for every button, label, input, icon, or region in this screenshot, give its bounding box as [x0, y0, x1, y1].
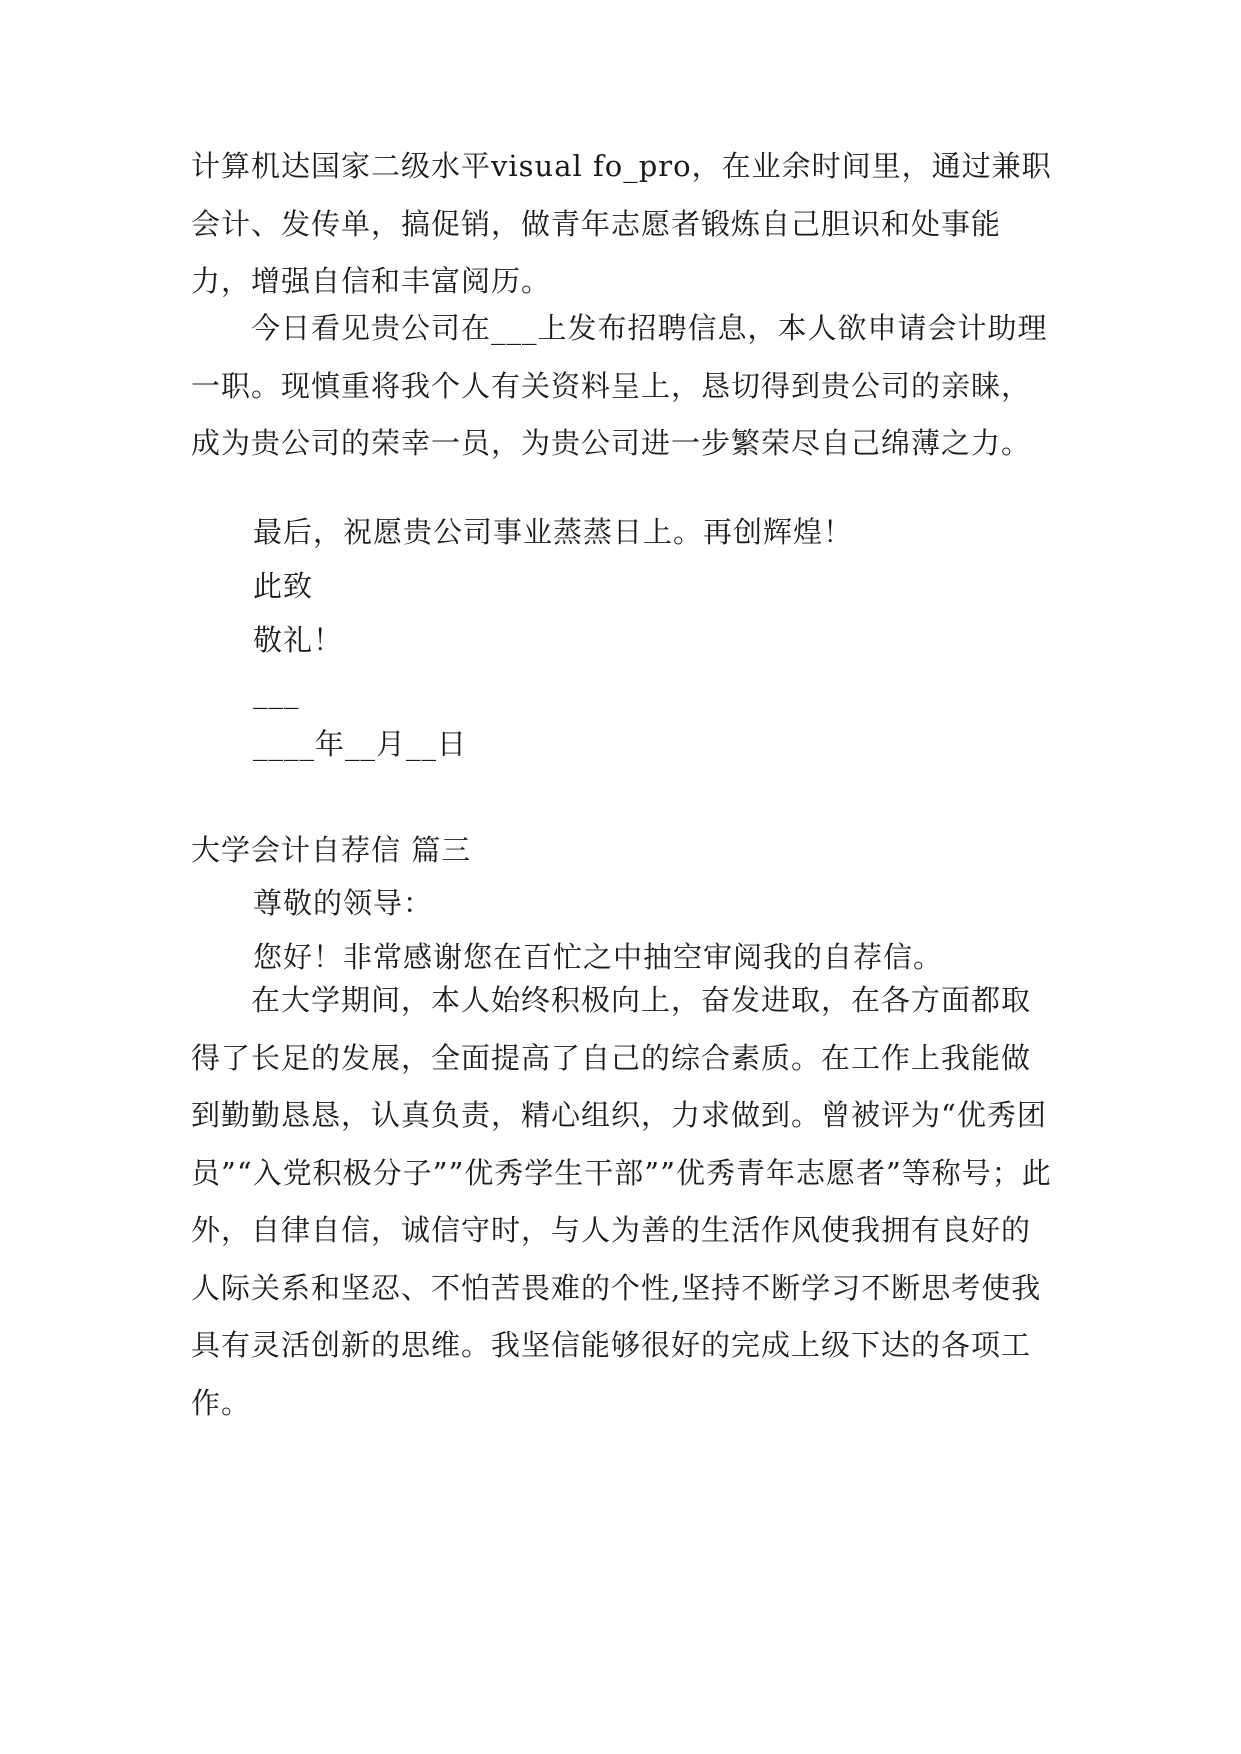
paragraph-application: 今日看见贵公司在___上发布招聘信息，本人欲申请会计助理一职。现慎重将我个人有关资料呈上，恳切得到贵公司的亲睐，成为贵公司的荣幸一员，为贵公司进一步繁荣尽自己绵薄之力。	[191, 311, 1048, 460]
greeting: 您好！非常感谢您在百忙之中抽空审阅我的自荐信。	[253, 940, 944, 974]
section-title: 大学会计自荐信 篇三	[191, 833, 472, 867]
closing-jingli: 敬礼！	[253, 623, 344, 657]
closing-cizhi: 此致	[253, 569, 314, 603]
paragraph-computer-skills: 计算机达国家二级水平visual fo_pro，在业余时间里，通过兼职会计、发传单，搞促销，做青年志愿者锻炼自己胆识和处事能力，增强自信和丰富阅历。	[191, 149, 1052, 298]
paragraph-university-performance: 在大学期间，本人始终积极向上，奋发进取，在各方面都取得了长足的发展，全面提高了自己的综合素质。在工作上我能做到勤勤恳恳，认真负责，精心组织，力求做到。曾被评为“优秀团员”“入党积极分子””优秀学生干部””优秀青年志愿者”等称号；此外，自律自信，诚信守时，与人为善的生活作风使我拥有良好的人际关系和坚忍、不怕苦畏难的个性,坚持不断学习不断思考使我具有灵活创新的思维。我坚信能够很好的完成上级下达的各项工作。	[191, 983, 1052, 1420]
signature-line: ___	[253, 675, 300, 709]
paragraph-closing-wish: 最后，祝愿贵公司事业蒸蒸日上。再创辉煌！	[253, 515, 854, 549]
salutation: 尊敬的领导：	[253, 886, 434, 920]
date-line: ____年__月__日	[253, 727, 468, 761]
